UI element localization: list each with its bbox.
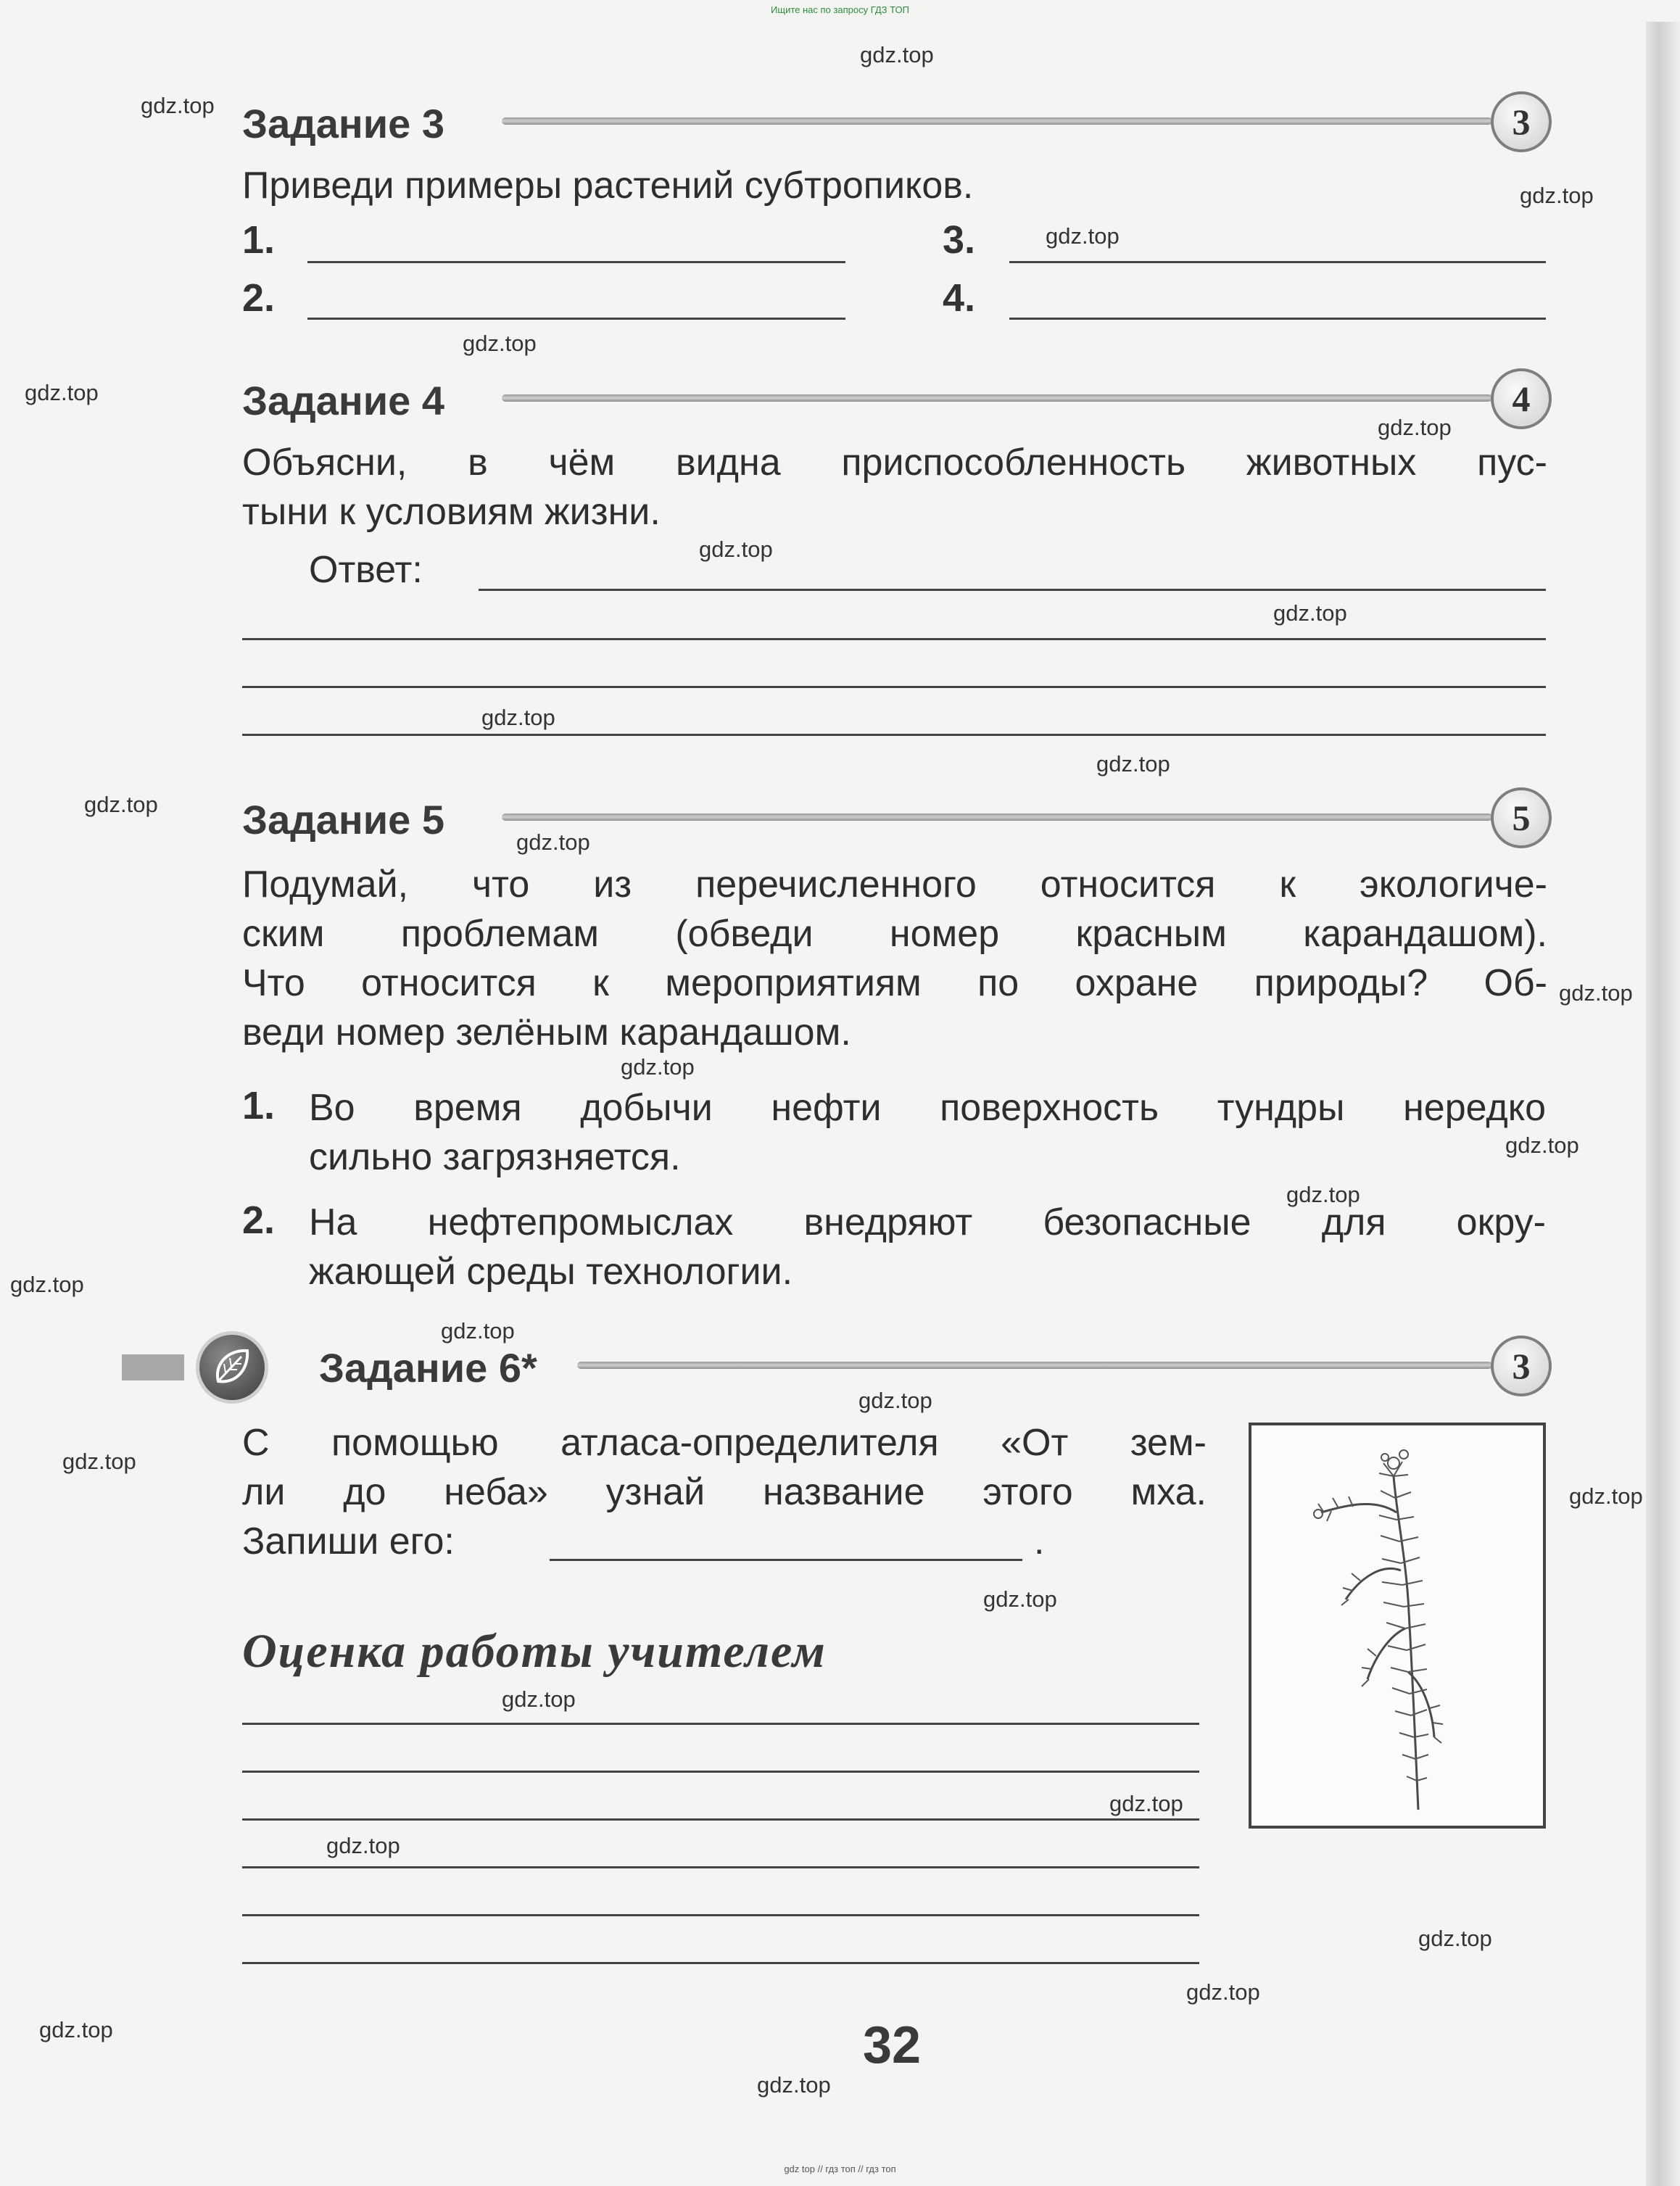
task3-prompt: Приведи примеры растений субтропиков. xyxy=(242,165,974,207)
watermark: gdz.top xyxy=(516,829,590,855)
watermark: gdz.top xyxy=(1418,1926,1492,1951)
watermark: gdz.top xyxy=(39,2017,113,2042)
watermark: gdz.top xyxy=(1096,751,1170,777)
task3-number-3: 3. xyxy=(943,218,976,262)
task4-prompt-line1: Объясни, в чём видна приспособленность животных пус- xyxy=(242,442,1547,484)
watermark: gdz.top xyxy=(1186,1979,1260,2005)
task4-score-badge: 4 xyxy=(1491,368,1552,429)
watermark: gdz.top xyxy=(463,331,537,356)
task3-number-4: 4. xyxy=(943,276,976,320)
task5-item-1-line1: Во время добычи нефти поверхность тундры нередко xyxy=(309,1087,1546,1129)
task6-prompt-line3: Запиши его: xyxy=(242,1520,455,1562)
watermark: gdz.top xyxy=(1109,1791,1183,1816)
watermark: gdz.top xyxy=(141,93,215,118)
eco-tab xyxy=(122,1354,184,1380)
task5-item-1-number[interactable]: 1. xyxy=(242,1084,276,1127)
task5-prompt-line4: веди номер зелёным карандашом. xyxy=(242,1011,851,1053)
watermark: gdz.top xyxy=(502,1686,576,1712)
evaluation-line-6[interactable] xyxy=(242,1962,1199,1964)
task4-answer-line-3[interactable] xyxy=(242,686,1546,688)
watermark: gdz.top xyxy=(84,792,158,817)
task4-title: Задание 4 xyxy=(242,378,445,423)
page-edge xyxy=(1646,22,1680,2186)
task4-answer-label: Ответ: xyxy=(309,549,423,591)
watermark: gdz.top xyxy=(1559,980,1633,1006)
task5-header xyxy=(242,787,1547,845)
watermark: gdz.top xyxy=(1505,1133,1579,1158)
evaluation-line-4[interactable] xyxy=(242,1866,1199,1868)
watermark: gdz.top xyxy=(1046,223,1120,249)
watermark: gdz.top xyxy=(1378,415,1452,440)
watermark: gdz.top xyxy=(858,1388,932,1413)
task6-prompt-line1: С помощью атласа-определителя «От зем- xyxy=(242,1422,1207,1464)
task6-title: Задание 6* xyxy=(319,1345,537,1391)
task3-title: Задание 3 xyxy=(242,101,445,146)
task4-rule xyxy=(502,394,1492,402)
task5-score-badge: 5 xyxy=(1491,787,1552,848)
watermark: gdz.top xyxy=(10,1272,84,1297)
moss-illustration xyxy=(1249,1423,1546,1829)
task6-prompt-line2: ли до неба» узнай название этого мха. xyxy=(242,1471,1207,1513)
evaluation-line-3[interactable] xyxy=(242,1818,1199,1821)
leaf-icon xyxy=(196,1331,268,1404)
task6-answer-line[interactable] xyxy=(550,1559,1022,1561)
task3-score-badge: 3 xyxy=(1491,91,1552,152)
task5-item-2-line2: жающей среды технологии. xyxy=(309,1251,793,1293)
task3-answer-line-4[interactable] xyxy=(1009,318,1546,320)
task5-item-1-line2: сильно загрязняется. xyxy=(309,1136,681,1178)
watermark: gdz.top xyxy=(1273,600,1347,626)
task4-answer-line-1[interactable] xyxy=(479,589,1546,591)
task6-header xyxy=(319,1336,1547,1394)
watermark: gdz.top xyxy=(757,2072,831,2098)
page-number: 32 xyxy=(862,2016,922,2074)
watermark: gdz.top xyxy=(1520,183,1594,208)
task3-rule xyxy=(502,117,1492,125)
watermark: gdz.top xyxy=(62,1449,136,1474)
top-note: Ищите нас по запросу ГДЗ ТОП xyxy=(771,4,909,15)
watermark: gdz.top xyxy=(860,42,934,67)
task5-prompt-line3: Что относится к мероприятиям по охране природы? Об- xyxy=(242,962,1547,1004)
task4-prompt-line2: тыни к условиям жизни. xyxy=(242,491,661,533)
task3-header xyxy=(242,91,1547,149)
task4-header xyxy=(242,368,1547,426)
watermark: gdz.top xyxy=(25,380,99,405)
watermark: gdz.top xyxy=(441,1318,515,1344)
watermark: gdz.top xyxy=(699,537,773,562)
evaluation-title: Оценка работы учителем xyxy=(242,1625,827,1678)
task4-answer-line-4[interactable] xyxy=(242,734,1546,736)
task5-prompt-line2: ским проблемам (обведи номер красным карандашом). xyxy=(242,913,1547,955)
watermark: gdz.top xyxy=(1286,1182,1360,1207)
task3-answer-line-2[interactable] xyxy=(307,318,845,320)
watermark: gdz.top xyxy=(481,705,555,730)
evaluation-line-5[interactable] xyxy=(242,1914,1199,1916)
bottom-note: gdz top // гдз топ // гдз топ xyxy=(784,2164,896,2174)
task5-prompt-line1: Подумай, что из перечисленного относится к экологиче- xyxy=(242,864,1547,906)
task6-score-badge: 3 xyxy=(1491,1336,1552,1396)
task6-period: . xyxy=(1034,1520,1045,1562)
watermark: gdz.top xyxy=(326,1833,400,1858)
evaluation-line-2[interactable] xyxy=(242,1771,1199,1773)
watermark: gdz.top xyxy=(1569,1483,1643,1509)
watermark: gdz.top xyxy=(983,1586,1057,1612)
task5-title: Задание 5 xyxy=(242,797,445,842)
watermark: gdz.top xyxy=(621,1054,695,1080)
task4-answer-line-2[interactable] xyxy=(242,638,1546,640)
task3-number-2: 2. xyxy=(242,276,276,320)
task3-number-1: 1. xyxy=(242,218,276,262)
evaluation-line-1[interactable] xyxy=(242,1723,1199,1725)
task5-item-2-number[interactable]: 2. xyxy=(242,1198,276,1242)
task5-rule xyxy=(502,813,1492,821)
task3-answer-line-1[interactable] xyxy=(307,261,845,263)
task3-answer-line-3[interactable] xyxy=(1009,261,1546,263)
task6-rule xyxy=(577,1362,1492,1369)
task5-item-2-line1: На нефтепромыслах внедряют безопасные для окру- xyxy=(309,1201,1546,1243)
